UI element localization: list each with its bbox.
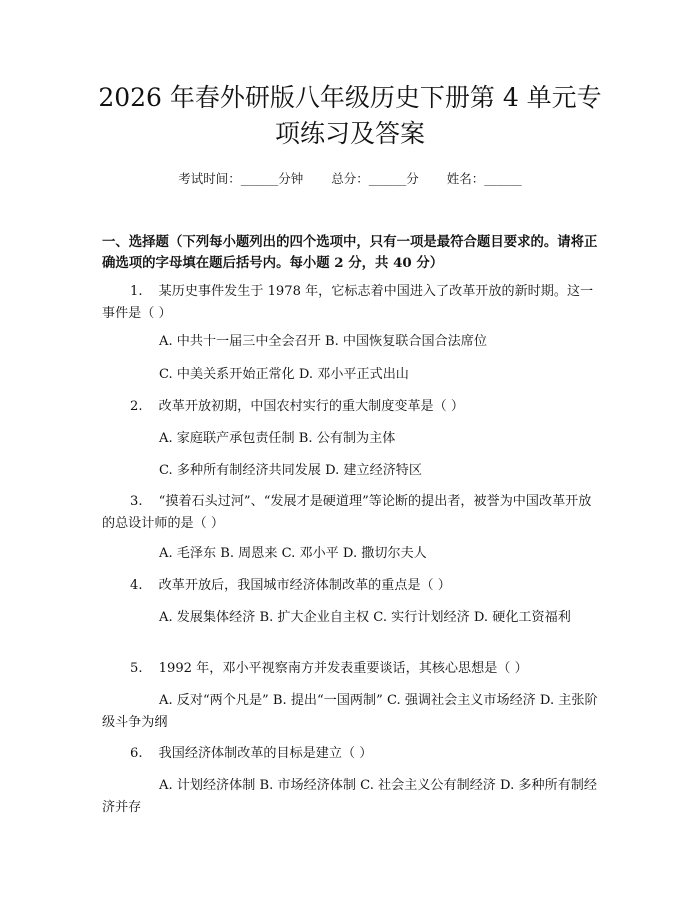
question-2 <box>102 396 598 418</box>
options-text: C. 多种所有制经济共同发展 D. 建立经济特区 <box>159 463 422 478</box>
options-text: A. 家庭联产承包责任制 B. 公有制为主体 <box>159 431 396 446</box>
options-text: A. 发展集体经济 B. 扩大企业自主权 C. 实行计划经济 D. 硬化工资福利 <box>159 610 571 625</box>
title-line-1: 2026 年春外研版八年级历史下册第 4 单元专 <box>98 83 602 112</box>
options-text: A. 中共十一届三中全会召开 B. 中国恢复联合国合法席位 <box>159 334 487 349</box>
question-number: 3. <box>130 494 143 509</box>
question-number: 4. <box>130 578 143 593</box>
student-name-field: 姓名：______ <box>446 171 522 186</box>
exam-time-field: 考试时间：______分钟 <box>178 171 304 186</box>
title-line-2: 项练习及答案 <box>274 119 425 148</box>
question-5-options-line-1 <box>102 690 598 734</box>
question-stem: 我国经济体制改革的目标是建立（ ） <box>158 746 373 761</box>
question-number: 5. <box>130 661 143 676</box>
question-stem: 某历史事件发生于 1978 年，它标志着中国进入了改革开放的新时期。这一事件是（ ） <box>102 284 594 321</box>
question-3 <box>102 491 598 535</box>
question-2-options-line-2 <box>102 460 598 482</box>
options-text: C. 中美关系开始正常化 D. 邓小平正式出山 <box>159 367 409 382</box>
question-4-options-line-1 <box>102 607 598 629</box>
question-6 <box>102 743 598 765</box>
question-2-options-line-1 <box>102 428 598 450</box>
options-text: A. 反对“两个凡是” B. 提出“一国两制” C. 强调社会主义市场经济 D. 主张阶级斗争为纲 <box>102 693 598 730</box>
question-number: 1. <box>130 284 143 299</box>
question-6-options-line-1 <box>102 775 598 819</box>
question-number: 2. <box>130 399 143 414</box>
total-score-field: 总分：______分 <box>331 171 419 186</box>
question-3-options-line-1 <box>102 543 598 565</box>
options-text: A. 毛泽东 B. 周恩来 C. 邓小平 D. 撒切尔夫人 <box>159 546 427 561</box>
question-stem: “摸着石头过河”、“发展才是硬道理”等论断的提出者，被誉为中国改革开放的总设计师的是（ ） <box>102 494 592 531</box>
question-1-options-line-1 <box>102 331 598 353</box>
question-stem: 1992 年，邓小平视察南方并发表重要谈话，其核心思想是（ ） <box>158 661 528 676</box>
question-5 <box>102 658 598 680</box>
question-number: 6. <box>130 746 143 761</box>
question-1 <box>102 281 598 325</box>
question-stem: 改革开放初期，中国农村实行的重大制度变革是（ ） <box>158 399 464 414</box>
question-4 <box>102 575 598 597</box>
document-title <box>60 80 640 152</box>
exam-meta <box>0 169 700 187</box>
options-text: A. 计划经济体制 B. 市场经济体制 C. 社会主义公有制经济 D. 多种所有制经济并存 <box>102 778 597 815</box>
question-stem: 改革开放后，我国城市经济体制改革的重点是（ ） <box>158 578 451 593</box>
question-1-options-line-2 <box>102 364 598 386</box>
section-heading: 一、选择题（下列每小题列出的四个选项中，只有一项是最符合题目要求的。请将正确选项的字母填在题后括号内。每小题 2 分，共 40 分） <box>102 234 598 271</box>
